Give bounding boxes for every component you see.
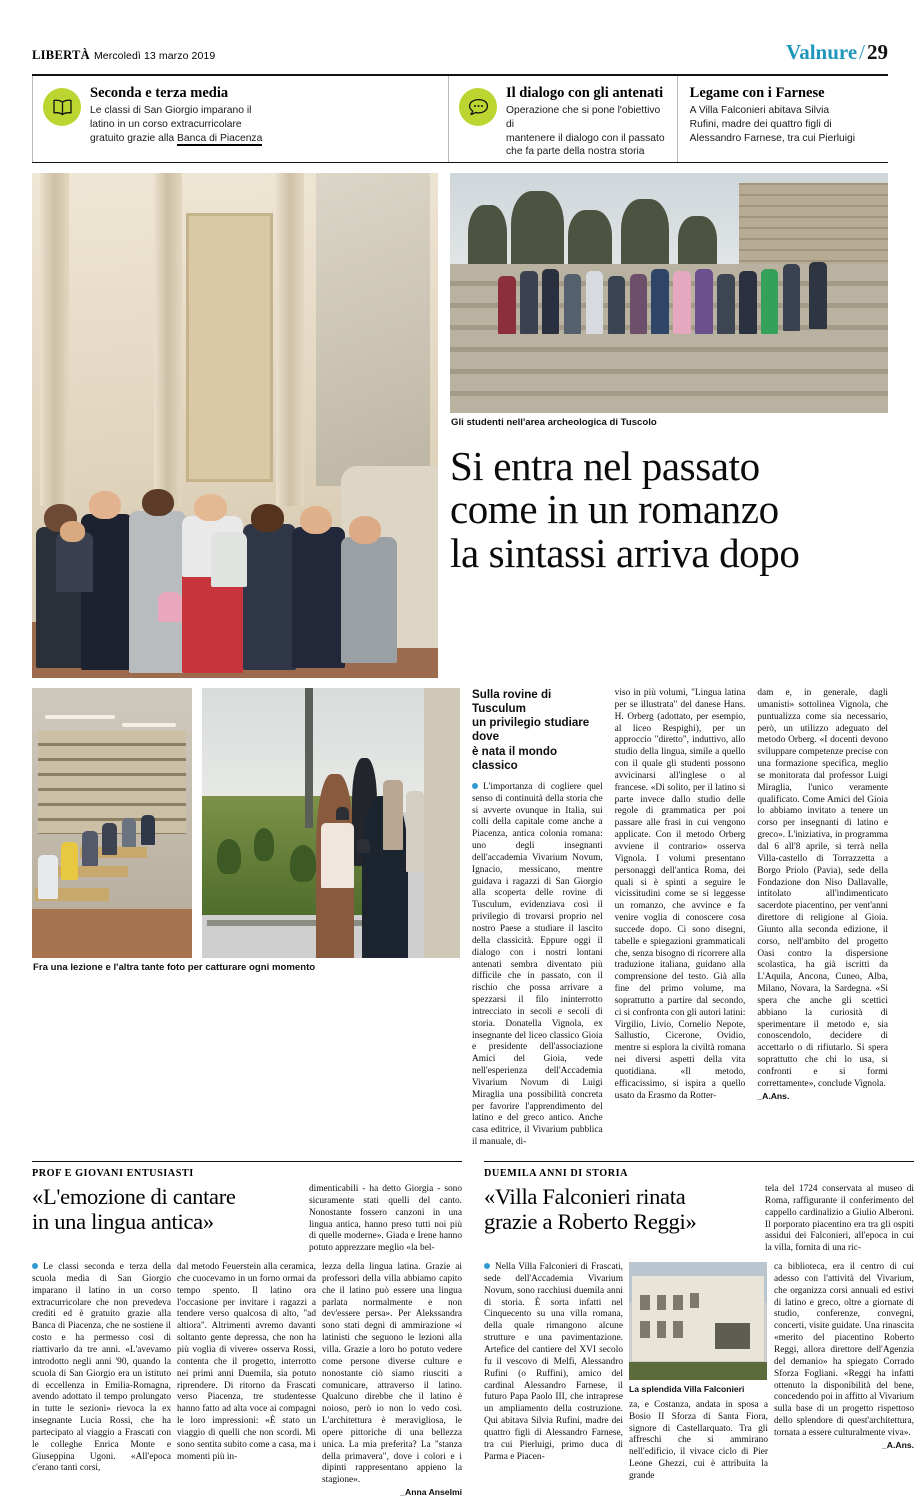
lead-bullet-icon [484,1263,490,1269]
mid-photo-caption: Fra una lezione e l'altra tante foto per catturare ogni momento [33,962,316,973]
main-article-byline: _A.Ans. [757,1090,790,1101]
main-article-paragraph [472,782,603,1149]
article-column-1 [32,1262,171,1500]
subhead-line-1: Sulla rovine di Tusculum [472,688,552,716]
article-headline-line-1: «L'emozione di cantare [32,1184,236,1209]
article-lead-text: dimenticabili - ha detto Giorgia - sono sicuramente stati quelli del canto. Nonostante fossero canzoni in una lingua antica, hanno preso tutti noi più di quelle moderne». Giada e Irene hanno potuto apprezzare meglio «la bel- [309,1184,462,1254]
teaser-line-2: mantenere il dialogo con il passato [506,132,665,144]
subhead-line-3: è nata il mondo classico [472,744,558,772]
teaser-title: Seconda e terza media [90,85,229,101]
headline-line-1: Si entra nel passato [450,442,760,489]
students-in-villa-hall-photo [32,173,438,678]
article-headline-line-2: in una lingua antica» [32,1209,214,1235]
subhead-line-2: un privilegio studiare dove [472,716,590,744]
page-number: 29 [867,40,888,64]
article-headline [484,1184,756,1255]
article-col1-text: Le classi seconda e terza della scuola media di San Giorgio imparano il latino in un corso extracurricolare che non prevedeva crediti ed è gratuito grazie alla Banca di Piacenza, che ne sostiene il costo e ha permesso così di riattivarlo da tre anni. «L'avevamo introdotto negli anni '90, quando la scuola di San Giorgio era un istituto di eccellenza in Emilia-Romagna, avendo adottato il tempo prolungato in tutte le sezioni» rievoca la ex insegnante Lucia Rossi, che ha partecipato al viaggio a Frascati con le colleghe Enrica Monte e Giuseppina Ugoni. «All'epoca c'erano tanti corsi, [32,1262,171,1474]
teaser-dialogo-antenati[interactable] [448,76,677,162]
article-kicker: DUEMILA ANNI DI STORIA [484,1168,629,1179]
teaser-legame-farnese[interactable] [677,76,888,162]
open-book-icon [43,88,81,126]
teaser-line-2: Rufini, madre dei quattro figli di [689,118,832,130]
teaser-line-3: gratuito grazie alla [90,132,178,144]
mid-photo-block [32,688,460,1149]
villa-falconieri-photo [629,1262,767,1380]
teaser-divider [32,162,888,163]
article-lead-text: tela del 1724 conservata al museo di Roma, raffigurante il conferimento del cappello cardinalizio a Giulio Alberoni. Il porporato piacentino era tra gli ospiti assidui dei Falconieri, all'epoca in cui la villa, fornita di una ric- [765,1184,914,1254]
bank-sponsor-link[interactable]: Banca di Piacenza [177,132,263,144]
students-photographing-garden-photo [202,688,460,958]
article-col1-text: Nella Villa Falconieri di Frascati, sede dell'Accademia Vivarium Novum, sono racchiusi duemila anni di storia. È sorta infatti nel Cinquecento su una villa romana, della quale rimangono alcune strutture e una pavimentazione. Artefice del cantiere del XVI secolo fu il vescovo di Melfi, Alessandro Rufini (o Ruffini), amico del cardinal Alessandro Farnese, il futuro Papa Paolo III, che intraprese un ampliamento della costruzione. Qui abitava Silvia Rufini, madre dei quattro figli di Alessandro Farnese, tra cui Pierluigi, primo duca di Parma e Piacen- [484,1262,623,1462]
lead-bullet-icon [472,783,478,789]
teaser-text [506,104,667,159]
masthead-right [786,40,888,65]
article-byline: _Anna Anselmi [400,1487,462,1498]
main-col3-text: dam e, in generale, dagli umanisti» sottolinea Vignola, che puntualizza come sia necessario, però, un utilizzo adeguato del metodo Orberg. «I docenti devono sviluppare competenze precise con una formazione specifica, meglio se monitorata dal professor Luigi Miraglia, l'unico veramente qualificato. Come Amici del Gioia lo abbiamo invitato a tenere un corso per insegnanti di latino e greco». L'iniziativa, in programma dal 6 all'8 aprile, si terrà nella Villa-castello di Torrazzetta a Borgo Priolo (Pavia), sede della Fondazione don Niso Dallavalle, intitolato all'indimenticato sacerdote piacentino, per vent'anni direttore di religione al Gioia. Giunto alla seconda edizione, il corso, nell'ambito del progetto Oasi contro la dispersione scolastica, ha già iscritti da L'Aquila, Ancona, Cuneo, Alba, Milano, Novara, la Sardegna. «Si spera che anche gli scettici abbiano la curiosità di sperimentare il metodo e, sia conoscendolo, decidere di accettarlo o di rifiutarlo. Si spera soprattutto che chi lo usa, si confronti e si formi correttamente», conclude Vignola. [757,688,889,1089]
speech-bubble-icon [459,88,497,126]
main-article-column-2 [615,688,746,1149]
top-content-row [32,173,888,678]
article-column-3 [774,1262,914,1483]
teaser-line-1: Operazione che si pone l'obiettivo di [506,105,661,130]
teaser-strip [32,76,888,162]
teaser-title: Legame con i Farnese [689,85,825,101]
article-column-1 [484,1262,623,1483]
article-col3-text: lezza della lingua latina. Grazie ai professori della villa abbiamo capito che il latino può essere una lingua parlata normalmente e non dev'essere persa». Per Alekssandra sono stati degni di ammirazione «i latinisti che seguono le lezioni alla villa. Grazie a loro ho potuto vedere come persone diverse culture e nonostante ciò siamo riusciti a comunicare, attraverso il latino. Qualcuno direbbe che il latino è noioso, però io non lo vedo così. L'architettura è meravigliosa, le opere pittoriche di una bellezza unica. La mia preferita? La "stanza della primavera", dove i colori e i dipinti rappresentano appieno la stagione». [322,1262,462,1486]
article-byline: _A.Ans. [882,1439,914,1450]
section-name: Valnure [785,40,858,64]
article-column-2 [629,1262,768,1483]
teaser-title: Il dialogo con gli antenati [506,85,664,101]
article-columns [32,1262,462,1500]
article-col2-text: dal metodo Feuerstein alla ceramica, che cuocevamo in un forno ormai da tempo spento. Il latino ora l'occasione per invitare i ragazzi a tendere verso qualcosa di alto, "ad altiora". Altrimenti avremo davanti soltanto gente depressa, che non ha più voglia di vivere» osserva Rossi, contenta che il progetto, interrotto nei primi anni Duemila, sia potuto riprendere. Di ritorno da Frascati verso Piacenza, tre studentesse hanno fatto ad alta voce ai compagni le loro impressioni: «È stato un viaggio di quelli che non scordi. Mi sono sentita subito come a casa, ma i momenti più in- [177,1262,316,1462]
main-subhead [472,688,603,773]
mid-photo-row [32,688,460,958]
teaser-text [690,104,878,145]
article-columns [484,1262,914,1483]
tuscolo-photo-caption: Gli studenti nell'area archeologica di Tuscolo [451,417,657,428]
article-col2-text: za, e Costanza, andata in sposa a Bosio II Sforza di Santa Fiora, signore di Castellarquato. Tra gli affreschi che si ammirano nell'edificio, il vivace ciclo di Pier Leone Ghezzi, cui è attribuita la grande [629,1399,768,1482]
headline-line-2: come in un romanzo [450,486,779,533]
classroom-lesson-photo [32,688,192,958]
headline-line-3: la sintassi arriva dopo [450,530,800,577]
article-col1-paragraph [484,1262,623,1463]
main-col1-text: L'importanza di cogliere quel senso di continuità della storia che si avverte ovunque in Italia, sui colli della capitale come anche a Piacenza, antica colonia romana: uno degli insegnanti dell'accademia Vivarium Novum, Ignacio, messicano, mentre guidava i ragazzi di San Giorgio alla scoperta delle rovine di Tusculum, evidenziava così il privilegio di trovarsi proprio nel nostro Paese a studiare il lascito della classicità. Eppure oggi il dialogo con i nostri lontani antenati sembra diventato più difficile che in passato, con il rischio che possa arrivare a spezzarsi il filo ininterrotto intrecciato in secoli e secoli di storia. Donatella Vignola, ex insegnante del liceo classico Gioia e presidente dell'associazione Amici del Gioia, vede nell'esperienza dell'Accademia Vivarium Novum di Luigi Miraglia una possibilità concreta per favorire l'apprendimento del latino e del greco antico. Anche casa editrice, il Vivarium pubblica il manuale, di- [472,781,603,1148]
teaser-line-1: A Villa Falconieri abitava Silvia [689,105,830,117]
article-column-3 [322,1262,462,1500]
article-head-row [32,1184,462,1255]
masthead-left [32,48,215,63]
teaser-body [506,86,667,156]
students-tuscolo-steps-photo [450,173,888,413]
teaser-line-3: Alessandro Farnese, tra cui Pierluigi [689,132,856,144]
publication-date: Mercoledì 13 marzo 2019 [93,50,216,62]
teaser-line-3: che fa parte della nostra storia [506,146,645,158]
right-column [450,173,888,678]
article-emozione-cantare [32,1161,462,1500]
main-article-column-1 [472,688,603,1149]
article-headline-line-1: «Villa Falconieri rinata [484,1184,686,1209]
article-kicker: PROF E GIOVANI ENTUSIASTI [32,1168,194,1179]
article-villa-falconieri [484,1161,914,1500]
teaser-body [690,86,878,156]
article-column-2 [177,1262,316,1500]
main-article-body [32,688,888,1149]
villa-photo-caption: La splendida Villa Falconieri [629,1384,745,1395]
article-headline-line-2: grazie a Roberto Reggi» [484,1209,697,1235]
teaser-body [90,86,438,156]
teaser-text [90,104,438,145]
newspaper-brand: LIBERTÀ [32,48,90,62]
article-col1-paragraph [32,1262,171,1475]
teaser-line-2: latino in un corso extracurricolare [90,118,242,130]
lead-bullet-icon [32,1263,38,1269]
article-col3-text: ca biblioteca, era il centro di cui adesso con l'attività del Vivarium, che organizza corsi annuali ed estivi di latino e greco, oltre a giornate di studio, conferenze, convegni, concerti, visite guidate. Una rinascita «merito del piacentino Roberto Reggi, allora direttore dell'Agenzia del demanio» ha spiegato Corrado Sforza Fogliani. «Reggi ha infatti ottenuto la disponibilità del bene, concedendo poi in affitto al Vivarium sulla base di un progetto rispettoso dello splendore di quest'architettura, tornata a essere culturalmente viva». [774,1262,914,1438]
bottom-articles [32,1161,914,1500]
teaser-line-1: Le classi di San Giorgio imparano il [90,105,252,117]
teaser-seconda-terza-media[interactable] [32,76,448,162]
main-headline [450,442,888,577]
article-headline [32,1184,300,1255]
article-head-row [484,1184,914,1255]
masthead-slash: / [859,40,865,64]
main-col2-text: viso in più volumi, "Lingua latina per se illustrata" del danese Hans. H. Orberg (adottato, per esempio, al liceo Respighi), per un approccio "diretto", induttivo, allo studio della lingua, simile a quello con il quale gli studenti possono avvicinarsi all'inglese o al francese. «Di solito, per il latino si parte invece dallo studio delle regole di grammatica per poi passare alle frasi in cui vengono applicate. Con il metodo Orberg avviene il contrario» osserva Vignola. I volumi presentano personaggi dell'antica Roma, dei quali si è spinti a seguire le vicissitudini come se si leggesse un romanzo, che avvince e fa venire voglia di conoscere cosa succede dopo. Ci sono disegni, tabelle e spiegazioni grammaticali che, senza bisogno di ricorrere alla traduzione italiana, guidano alla comprensione del testo. Già alla fine del primo volume, ma soprattutto a partire dal secondo, ci si confronta con gli autori latini: Virgilio, Livio, Cornelio Nepote, Sallustio, Cicerone, Ovidio, mentre si esplora la civiltà romana nei diversi aspetti della vita quotidiana. «Il metodo, efficacissimo, si ispira a quello usato da Erasmo da Rotter- [614,688,746,1101]
main-article-column-3 [757,688,888,1149]
masthead [18,0,902,71]
